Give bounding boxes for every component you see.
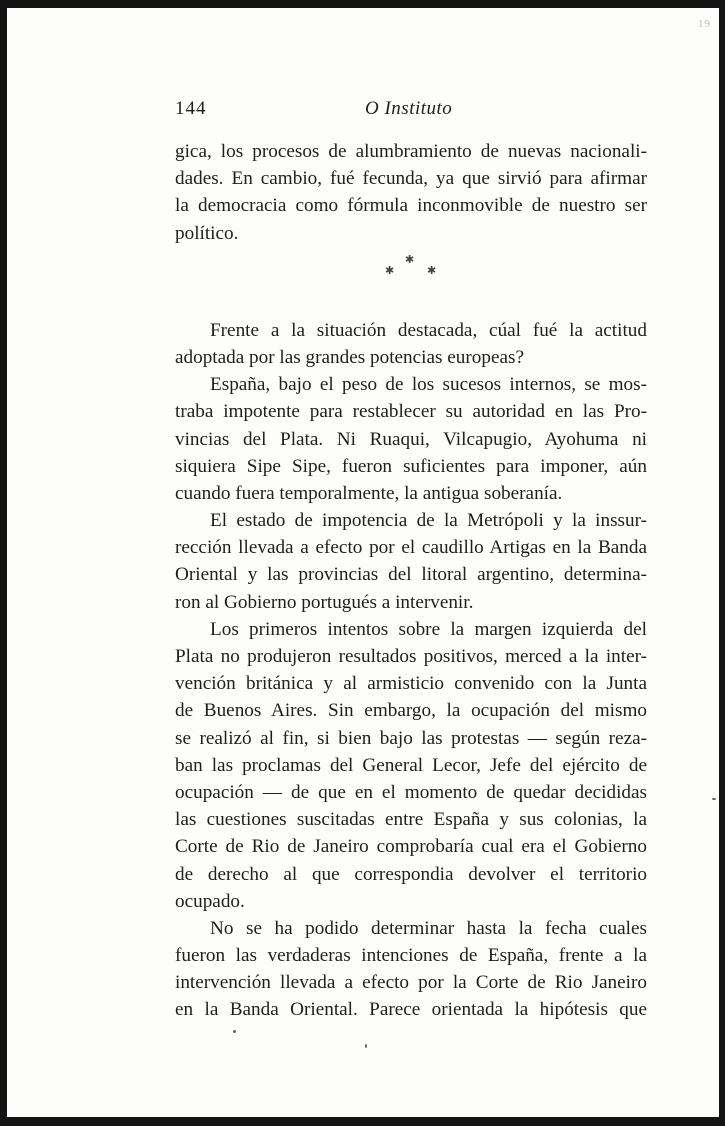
page-number: 144 — [175, 98, 207, 119]
text-line: la democracia como fórmula inconmovible de nuestro ser — [175, 195, 647, 217]
text-line: vención británica y al armisticio convenido con la Junta — [175, 673, 647, 695]
text-line: ban las proclamas del General Lecor, Jefe del ejército de — [175, 754, 647, 776]
text-line: ron al Gobierno portugués a intervenir. — [175, 591, 474, 613]
print-speck — [233, 1030, 236, 1033]
text-line: No se ha podido determinar hasta la fecha cuales — [210, 917, 647, 939]
text-line: dades. En cambio, fué fecunda, ya que sirvió para afirmar — [175, 168, 647, 190]
running-title: O Instituto — [365, 98, 453, 119]
paragraph — [175, 138, 647, 247]
text-line: político. — [175, 222, 239, 244]
paragraph — [175, 317, 647, 371]
text-line: vincias del Plata. Ni Ruaqui, Vilcapugio, Ayohuma ni — [175, 428, 647, 450]
text-line: Plata no produjeron resultados positivos, merced a la inter- — [175, 646, 647, 667]
asterisk-glyph: ✱ — [405, 253, 415, 266]
paragraph — [175, 507, 647, 616]
paragraph — [175, 371, 647, 507]
text-line: siquiera Sipe Sipe, fueron suficientes para imponer, aún — [175, 455, 647, 477]
text-line: rección llevada a efecto por el caudillo Artigas en la Banda — [175, 537, 647, 559]
print-speck — [712, 798, 716, 800]
text-line: Corte de Rio de Janeiro comprobaría cual era el Gobierno — [175, 836, 647, 858]
text-line: ocupado. — [175, 890, 245, 912]
corner-mark: 19 — [698, 18, 711, 30]
text-line: El estado de impotencia de la Metrópoli y la inssur- — [210, 510, 647, 532]
text-line: se realizó al fin, si bien bajo las protestas — según reza- — [175, 727, 647, 749]
text-line: las cuestiones suscitadas entre España y sus colonias, la — [175, 809, 647, 831]
text-line: cuando fuera temporalmente, la antigua soberanía. — [175, 482, 563, 504]
text-line: gica, los procesos de alumbramiento de nuevas nacionali- — [175, 141, 647, 162]
text-line: España, bajo el peso de los sucesos internos, se mos- — [210, 374, 647, 396]
text-line: Frente a la situación destacada, cúal fué la actitud — [210, 319, 647, 341]
text-line: intervención llevada a efecto por la Corte de Rio Janeiro — [175, 972, 647, 994]
text-line: traba impotente para restablecer su autoridad en las Pro- — [175, 401, 647, 423]
paragraph — [175, 616, 647, 915]
text-line: en la Banda Oriental. Parece orientada la hipótesis que — [175, 999, 647, 1021]
print-speck — [365, 1044, 367, 1048]
section-break-asterism — [175, 253, 647, 281]
text-line: de derecho al que correspondia devolver el territorio — [175, 863, 647, 885]
text-line: adoptada por las grandes potencias europeas? — [175, 346, 524, 368]
page-header — [175, 98, 647, 124]
text-line: fueron las verdaderas intenciones de España, frente a la — [175, 945, 647, 967]
text-line: ocupación — de que en el momento de quedar decididas — [175, 781, 647, 803]
asterisk-glyph: ✱ — [427, 264, 437, 277]
text-line: Oriental y las provincias del litoral argentino, determina- — [175, 564, 647, 586]
text-line: Los primeros intentos sobre la margen izquierda del — [210, 618, 647, 640]
text-line: de Buenos Aires. Sin embargo, la ocupación del mismo — [175, 700, 647, 722]
paragraph — [175, 915, 647, 1024]
asterisk-glyph: ✱ — [385, 264, 395, 277]
body-text — [175, 138, 647, 1024]
